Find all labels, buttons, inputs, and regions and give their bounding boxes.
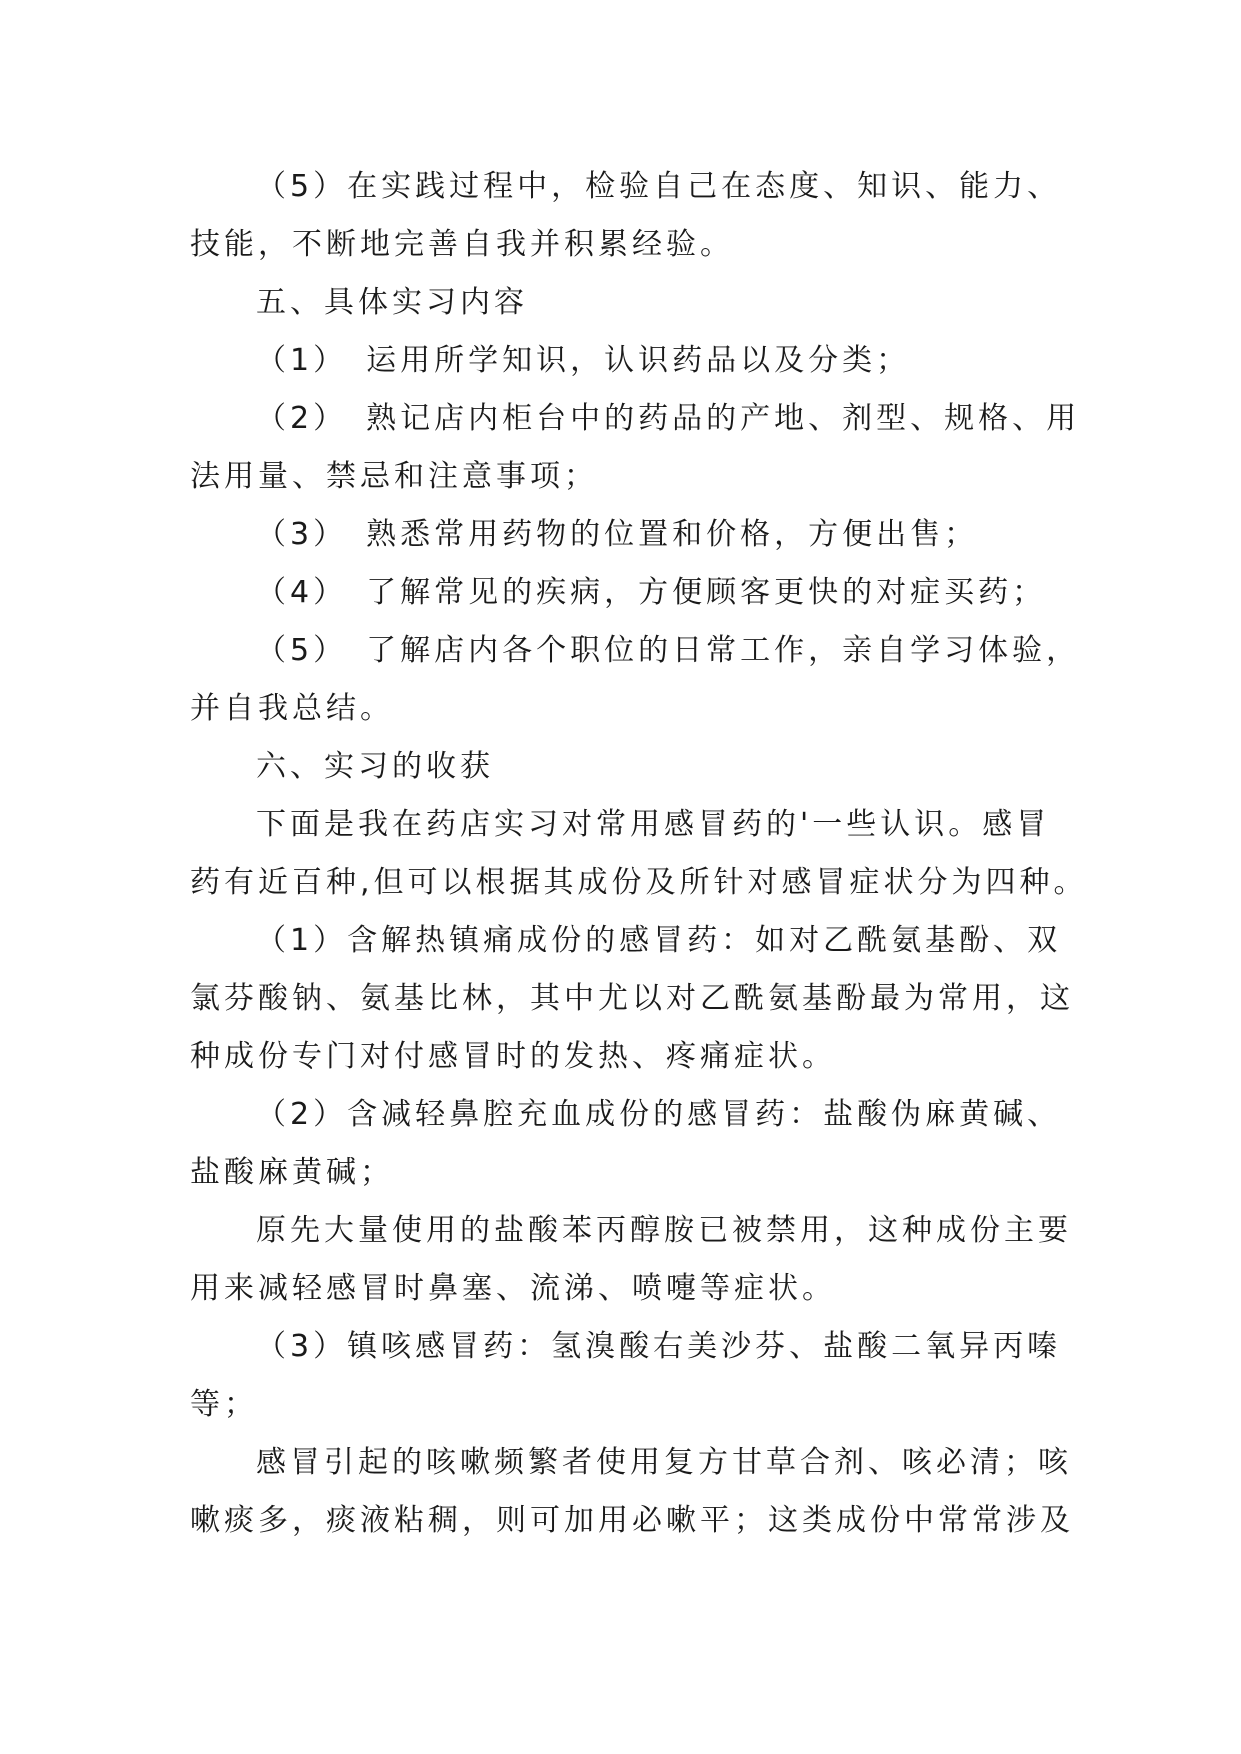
paragraph-line: （5）在实践过程中，检验自己在态度、知识、能力、: [256, 169, 1062, 204]
paragraph-line: 氯芬酸钠、氨基比林，其中尤以对乙酰氨基酚最为常用，这: [190, 981, 1074, 1016]
paragraph-line: （3）镇咳感冒药：氢溴酸右美沙芬、盐酸二氧异丙嗪: [256, 1329, 1062, 1364]
paragraph-line: 并自我总结。: [190, 691, 394, 726]
paragraph-line: 用来减轻感冒时鼻塞、流涕、喷嚏等症状。: [190, 1271, 836, 1306]
section-heading: 六、实习的收获: [256, 749, 494, 784]
paragraph-line: 法用量、禁忌和注意事项；: [190, 459, 598, 494]
paragraph-line: （1）含解热镇痛成份的感冒药：如对乙酰氨基酚、双: [256, 923, 1062, 958]
paragraph-line: 技能，不断地完善自我并积累经验。: [190, 227, 734, 262]
document-body: [190, 158, 1088, 1550]
paragraph-line: 感冒引起的咳嗽频繁者使用复方甘草合剂、咳必清；咳: [256, 1445, 1072, 1480]
paragraph-line: 药有近百种,但可以根据其成份及所针对感冒症状分为四种。: [190, 865, 1088, 900]
paragraph-line: 种成份专门对付感冒时的发热、疼痛症状。: [190, 1039, 836, 1074]
list-item: （4） 了解常见的疾病，方便顾客更快的对症买药；: [256, 575, 1047, 610]
paragraph-line: 盐酸麻黄碱；: [190, 1155, 394, 1190]
section-heading: 五、具体实习内容: [256, 285, 528, 320]
paragraph-line: 下面是我在药店实习对常用感冒药的'一些认识。感冒: [256, 807, 1051, 842]
list-item: （5） 了解店内各个职位的日常工作，亲自学习体验，: [256, 633, 1081, 668]
list-item: （3） 熟悉常用药物的位置和价格，方便出售；: [256, 517, 979, 552]
paragraph-line: 等；: [190, 1387, 258, 1422]
list-item: （2） 熟记店内柜台中的药品的产地、剂型、规格、用: [256, 401, 1081, 436]
paragraph-line: 原先大量使用的盐酸苯丙醇胺已被禁用，这种成份主要: [256, 1213, 1072, 1248]
paragraph-line: 嗽痰多，痰液粘稠，则可加用必嗽平；这类成份中常常涉及: [190, 1503, 1074, 1538]
list-item: （1） 运用所学知识，认识药品以及分类；: [256, 343, 911, 378]
paragraph-line: （2）含减轻鼻腔充血成份的感冒药：盐酸伪麻黄碱、: [256, 1097, 1062, 1132]
